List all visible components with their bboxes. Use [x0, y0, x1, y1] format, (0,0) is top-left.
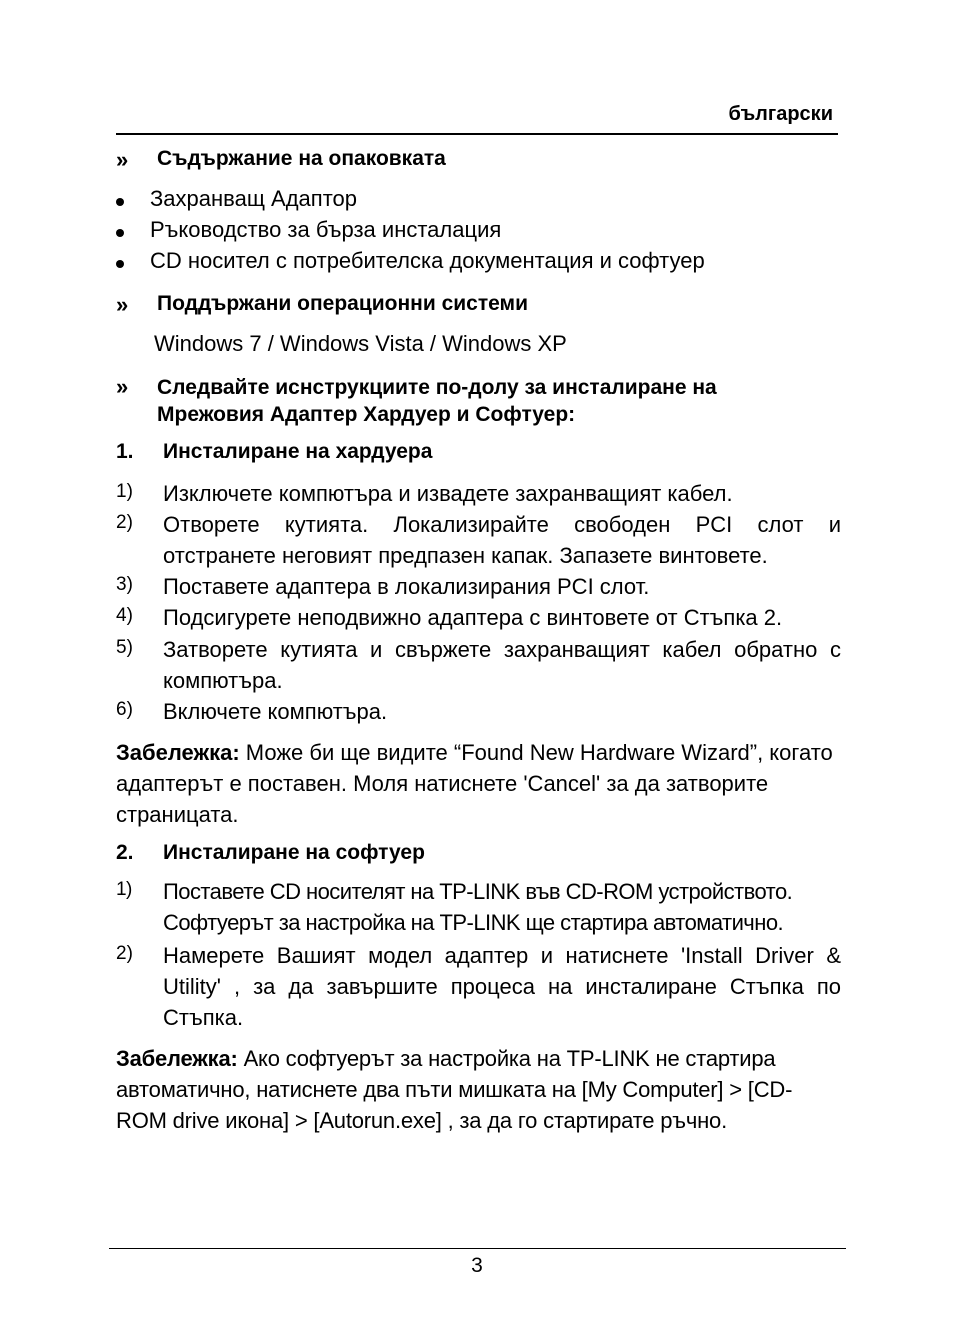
step-number: 3) [116, 574, 133, 595]
step-text: Отворете кутията. Локализирайте свободен PCI слот и отстранете неговият предпазен капак. Запазете винтовете. [163, 512, 841, 568]
section-marker-icon: » [116, 147, 129, 172]
step-text: Подсигурете неподвижно адаптера с винтовете от Стъпка 2. [163, 605, 783, 630]
bullet-icon [116, 198, 124, 206]
section-title: Съдържание на опаковката [157, 147, 446, 170]
list-item-text: CD носител с потребителска документация и софтуер [150, 248, 705, 273]
step-number: 4) [116, 605, 133, 626]
step-number: 6) [116, 699, 133, 720]
step-text: Изключете компютъра и извадете захранващият кабел. [163, 481, 733, 506]
section-title: Поддържани операционни системи [157, 292, 528, 315]
section-title-line1: Следвайте иснструкциите по-долу за инсталиране на [157, 376, 717, 399]
os-list: Windows 7 / Windows Vista / Windows XP [154, 331, 567, 356]
step-text: Включете компютъра. [163, 699, 388, 724]
hardware-note [116, 737, 841, 830]
heading-number: 2. [116, 841, 134, 864]
note-text: Ако софтуерът за настройка на TP-LINK не стартира автоматично, натиснете два пъти мишката на [My Computer] > [CD-ROM drive икона] > [Autorun.exe] , за да го стартирате ръчно. [116, 1046, 793, 1133]
page-number: 3 [471, 1254, 483, 1277]
section-title-line2: Мрежовия Адаптер Хардуер и Софтуер: [157, 403, 576, 426]
step-number: 2) [116, 943, 133, 964]
step-number: 1) [116, 481, 133, 502]
step-number: 1) [116, 879, 132, 900]
heading-title: Инсталиране на хардуера [163, 440, 433, 463]
heading-number: 1. [116, 440, 134, 463]
section-marker-icon: » [116, 374, 129, 399]
step-text: Затворете кутията и свържете захранващият кабел обратно с компютъра. [163, 637, 841, 693]
language-label: български [728, 103, 833, 125]
list-item-text: Захранващ Адаптор [150, 186, 357, 211]
section-marker-icon: » [116, 292, 129, 317]
list-item-text: Ръководство за бърза инсталация [150, 217, 502, 242]
note-label: Забележка: [116, 740, 240, 765]
note-text: Може би ще видите “Found New Hardware Wizard”, когато адаптерът е поставен. Моля натиснете 'Cancel' за да затворите страницата. [116, 740, 833, 827]
step-text: Намерете Вашият модел адаптер и натиснете 'Install Driver & Utility' , за да завършите процеса на инсталиране Стъпка по Стъпка. [163, 943, 841, 1030]
bullet-icon [116, 229, 124, 237]
header-divider [116, 133, 838, 135]
step-text: Поставете CD носителят на TP-LINK във CD-ROM устройството. Софтуерът за настройка на TP-LINK ще стартира автоматично. [163, 879, 793, 935]
bullet-icon [116, 260, 124, 268]
step-text: Поставете адаптера в локализирания PCI слот. [163, 574, 650, 599]
step-number: 5) [116, 637, 133, 658]
note-label: Забележка: [116, 1046, 238, 1071]
heading-title: Инсталиране на софтуер [163, 841, 425, 864]
step-number: 2) [116, 512, 133, 533]
software-note [116, 1043, 841, 1136]
footer-divider [109, 1248, 846, 1249]
